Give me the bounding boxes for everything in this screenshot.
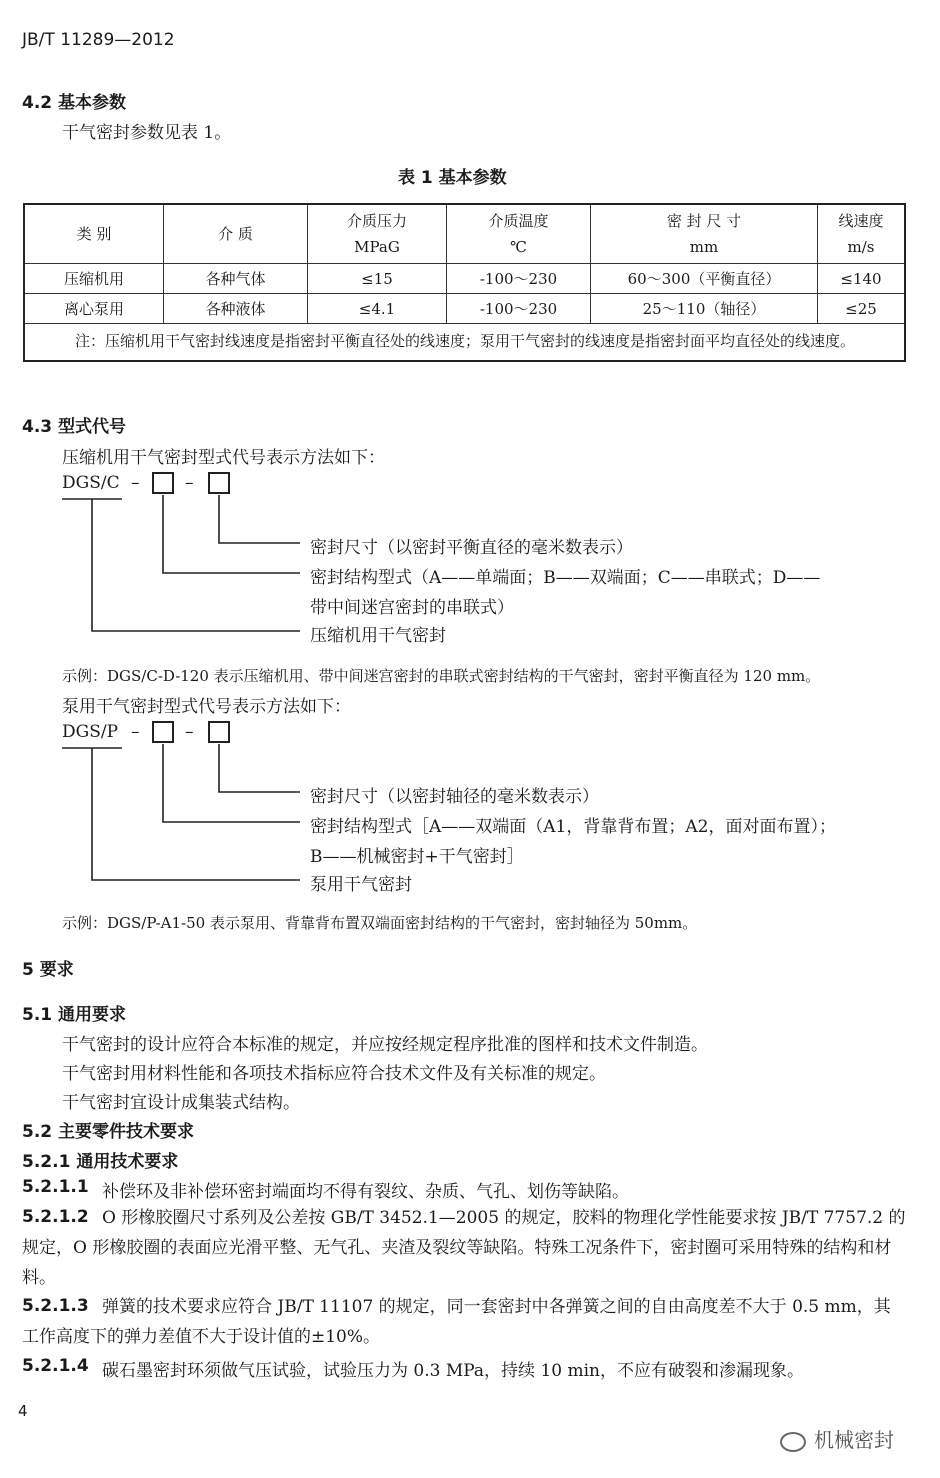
table-cell: 60～300（平衡直径） xyxy=(591,264,818,294)
table-header-cell: 密 封 尺 寸 mm xyxy=(591,204,818,264)
table-cell: ≤140 xyxy=(818,264,906,294)
clause-text: 弹簧的技术要求应符合 JB/T 11107 的规定，同一套密封中各弹簧之间的自由高度差不大于 0.5 mm，其工作高度下的弹力差值不大于设计值的±10%。 xyxy=(22,1297,891,1347)
table-cell: 各种气体 xyxy=(164,264,308,294)
watermark xyxy=(780,1424,894,1453)
document-id: JB/T 11289—2012 xyxy=(22,30,175,50)
section-heading-4-3: 4.3 型式代号 xyxy=(22,417,127,437)
section-heading-5-1: 5.1 通用要求 xyxy=(22,1005,127,1025)
section-heading-4-2: 4.2 基本参数 xyxy=(22,93,127,113)
code-placeholder-box xyxy=(208,721,230,743)
table-title: 表 1 基本参数 xyxy=(398,168,507,188)
section-heading-5-2-1: 5.2.1 通用技术要求 xyxy=(22,1152,179,1172)
pump-example: 示例：DGS/P-A1-50 表示泵用、背靠背布置双端面密封结构的干气密封，密封轴径为 50mm。 xyxy=(62,914,698,932)
compressor-code-prefix: DGS/C xyxy=(62,473,120,493)
section-heading-5-2: 5.2 主要零件技术要求 xyxy=(22,1122,195,1142)
table-cell: 压缩机用 xyxy=(24,264,164,294)
pump-label-structure-cont: B——机械密封+干气密封］ xyxy=(310,847,524,867)
paragraph: 干气密封的设计应符合本标准的规定，并应按经规定程序批准的图样和技术文件制造。 xyxy=(62,1035,708,1055)
table-cell: ≤25 xyxy=(818,294,906,324)
pump-code-prefix: DGS/P xyxy=(62,722,119,742)
clause-number: 5.2.1.4 xyxy=(22,1356,89,1376)
table-cell: -100～230 xyxy=(447,294,591,324)
pump-code-intro: 泵用干气密封型式代号表示方法如下： xyxy=(62,697,351,717)
clause-text: 补偿环及非补偿环密封端面均不得有裂纹、杂质、气孔、划伤等缺陷。 xyxy=(102,1182,629,1202)
paragraph: 干气密封宜设计成集装式结构。 xyxy=(62,1093,300,1113)
table-cell: 离心泵用 xyxy=(24,294,164,324)
code-separator: – xyxy=(131,722,140,742)
compressor-example: 示例：DGS/C-D-120 表示压缩机用、带中间迷宫密封的串联式密封结构的干气密封，密封平衡直径为 120 mm。 xyxy=(62,667,821,685)
clause-text: 碳石墨密封环须做气压试验，试验压力为 0.3 MPa，持续 10 min，不应有破裂和渗漏现象。 xyxy=(102,1361,805,1381)
compressor-label-structure: 密封结构型式（A——单端面；B——双端面；C——串联式；D—— xyxy=(310,568,821,588)
table-note: 注：压缩机用干气密封线速度是指密封平衡直径处的线速度；泵用干气密封的线速度是指密封面平均直径处的线速度。 xyxy=(24,324,905,362)
paragraph: 干气密封用材料性能和各项技术指标应符合技术文件及有关标准的规定。 xyxy=(62,1064,606,1084)
clause-number: 5.2.1.2 xyxy=(22,1207,89,1227)
section-heading-5: 5 要求 xyxy=(22,960,74,980)
clause-number: 5.2.1.1 xyxy=(22,1177,89,1197)
table-cell: ≤15 xyxy=(308,264,447,294)
table-cell: 各种液体 xyxy=(164,294,308,324)
table-header-cell: 类 别 xyxy=(24,204,164,264)
compressor-label-size: 密封尺寸（以密封平衡直径的毫米数表示） xyxy=(310,538,633,558)
code-separator: – xyxy=(131,473,140,493)
pump-label-size: 密封尺寸（以密封轴径的毫米数表示） xyxy=(310,787,599,807)
clause-number: 5.2.1.3 xyxy=(22,1296,89,1316)
table-header-cell: 介 质 xyxy=(164,204,308,264)
pump-label-type: 泵用干气密封 xyxy=(310,875,412,895)
table-cell: 25～110（轴径） xyxy=(591,294,818,324)
wechat-icon xyxy=(780,1432,806,1452)
table-cell: ≤4.1 xyxy=(308,294,447,324)
code-separator: – xyxy=(185,473,194,493)
section-text-4-2: 干气密封参数见表 1。 xyxy=(62,123,232,143)
compressor-code-intro: 压缩机用干气密封型式代号表示方法如下： xyxy=(62,448,385,468)
table-header-cell: 线速度 m/s xyxy=(818,204,906,264)
table-header-cell: 介质压力 MPaG xyxy=(308,204,447,264)
watermark-text: 机械密封 xyxy=(814,1428,894,1452)
code-separator: – xyxy=(185,722,194,742)
page-number: 4 xyxy=(18,1402,28,1420)
clause-text: O 形橡胶圈尺寸系列及公差按 GB/T 3452.1—2005 的规定，胶料的物理化学性能要求按 JB/T 7757.2 的规定，O 形橡胶圈的表面应光滑平整、无气孔、夹渣及裂纹等缺陷。特殊工况条件下，密封圈可采用特殊的结构和材料。 xyxy=(22,1208,906,1288)
compressor-label-type: 压缩机用干气密封 xyxy=(310,626,446,646)
table-header-cell: 介质温度 ℃ xyxy=(447,204,591,264)
compressor-label-structure-cont: 带中间迷宫密封的串联式） xyxy=(310,598,514,618)
table-cell: -100～230 xyxy=(447,264,591,294)
code-placeholder-box xyxy=(152,721,174,743)
pump-label-structure: 密封结构型式［A——双端面（A1，背靠背布置；A2，面对面布置）； xyxy=(310,817,836,837)
